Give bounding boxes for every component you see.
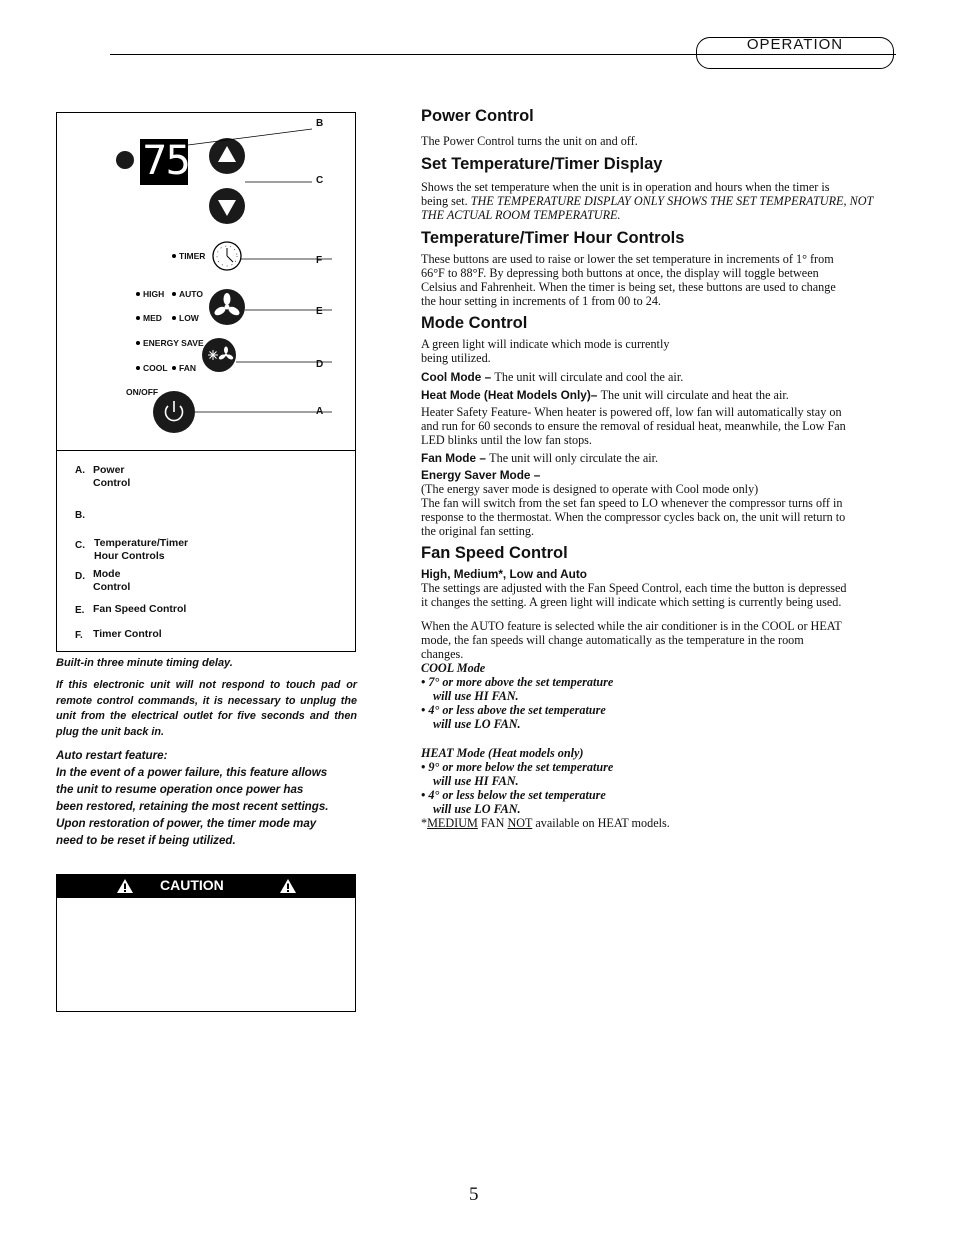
legend-letter: F. [75,630,83,641]
cool-mode-text: Cool Mode – The unit will circulate and cool the air. [421,370,684,384]
power-control-text: The Power Control turns the unit on and off. [421,134,638,148]
energy-saver-text: Energy Saver Mode – (The energy saver mode is designed to operate with Cool mode only) The fan will switch from the set fan speed to LO whenever the compressor turns off in response to the thermostat. When the compressor cycles back on, the unit will return to the original fan setting. [421,468,846,538]
hour-controls-text: These buttons are used to raise or lower the set temperature in increments of 1° from 66°F to 88°F. By depressing both buttons at once, the display will toggle between Celsius and Fahrenheit. When the timer is being set, these buttons are used to change the hour setting in increments of 1 from 00 to 24. [421,252,836,308]
caution-label: CAUTION [160,877,224,893]
mode-control-heading: Mode Control [421,314,528,332]
legend-letter: D. [75,571,85,582]
hour-controls-heading: Temperature/Timer Hour Controls [421,229,685,247]
timer-indicator: TIMER [172,251,205,261]
power-control-heading: Power Control [421,107,534,125]
high-indicator: HIGH [136,289,164,299]
fan-indicator: FAN [172,363,196,373]
callout-c: C [316,175,324,186]
section-title: OPERATION [746,36,844,53]
fan-mode-text: Fan Mode – The unit will only circulate the air. [421,451,659,465]
callout-a: A [316,406,324,417]
right-column [421,107,901,830]
unplug-note: If this electronic unit will not respond to touch pad or remote control commands, it is necessary to unplug the unit from the electrical outlet for five seconds and then plug the unit back in. [56,679,357,738]
display-digits: 75 [142,138,189,184]
timing-delay-note: Built-in three minute timing delay. [56,657,233,669]
callout-f: F [316,255,323,266]
legend-letter: B. [75,510,85,521]
auto-indicator: AUTO [172,289,203,299]
heat-mode-list: HEAT Mode (Heat models only) • 9° or more below the set temperature will use HI FAN. • 4° or less below the set temperature will use LO FAN. [421,746,614,816]
callout-b: B [316,118,324,129]
legend-text: Temperature/Timer Hour Controls [94,537,189,562]
warning-icon [279,878,297,894]
power-indicator-light [116,151,134,169]
heat-mode-text: Heat Mode (Heat Models Only)– The unit will circulate and heat the air. [421,388,789,402]
medium-footnote: *MEDIUM FAN NOT available on HEAT models. [421,816,670,830]
cool-mode-list: COOL Mode • 7° or more above the set temperature will use HI FAN. • 4° or less above the set temperature will use LO FAN. [421,661,614,731]
display-heading: Set Temperature/Timer Display [421,155,663,173]
mode-intro-text: A green light will indicate which mode is currently being utilized. [421,337,670,365]
legend-letter: E. [75,605,85,616]
heater-safety-text: Heater Safety Feature- When heater is powered off, low fan will automatically stay on and run for 60 seconds to ensure the removal of residual heat, meanwhile, the Low Fan LED blinks until the low fan stops. [421,405,846,447]
snowflake-fan-icon [208,350,218,360]
legend-text: Fan Speed Control [93,603,187,615]
auto-restart-note: Auto restart feature: In the event of a power failure, this feature allows the unit to resume operation once power has been restored, retaining the most recent settings. Upon restoration of power, the timer mode may need to be reset if being utilized. [56,749,329,847]
figure-divider [56,450,356,451]
cool-indicator: COOL [136,363,168,373]
legend-text: Power Control [93,464,131,489]
legend-letter: A. [75,465,85,476]
display-text: Shows the set temperature when the unit is in operation and hours when the timer is being set. THE TEMPERATURE DISPLAY ONLY SHOWS THE SET TEMPERATURE, NOT THE ACTUAL ROOM TEMPERATURE. [421,180,874,222]
energy-save-indicator: ENERGY SAVE [136,338,204,348]
low-indicator: LOW [172,313,199,323]
callout-d: D [316,359,324,370]
auto-feature-text: When the AUTO feature is selected while the air conditioner is in the COOL or HEAT mode, the fan speeds will change automatically as the temperature in the room changes. [421,619,842,661]
legend-letter: C. [75,540,85,551]
leader-line-b [188,129,312,145]
legend-text: Timer Control [93,628,162,640]
on-off-label: ON/OFF [126,387,159,397]
warning-icon [116,878,134,894]
mode-button [202,338,236,372]
legend-text: Mode Control [93,568,131,593]
control-panel-drawing [56,112,356,450]
fan-speed-text: High, Medium*, Low and Auto The settings are adjusted with the Fan Speed Control, each time the button is depressed it changes the setting. A green light will indicate which setting is currently being used. [421,567,847,609]
page-number: 5 [469,1184,479,1205]
fan-speed-heading: Fan Speed Control [421,544,568,562]
callout-e: E [316,306,323,317]
med-indicator: MED [136,313,162,323]
